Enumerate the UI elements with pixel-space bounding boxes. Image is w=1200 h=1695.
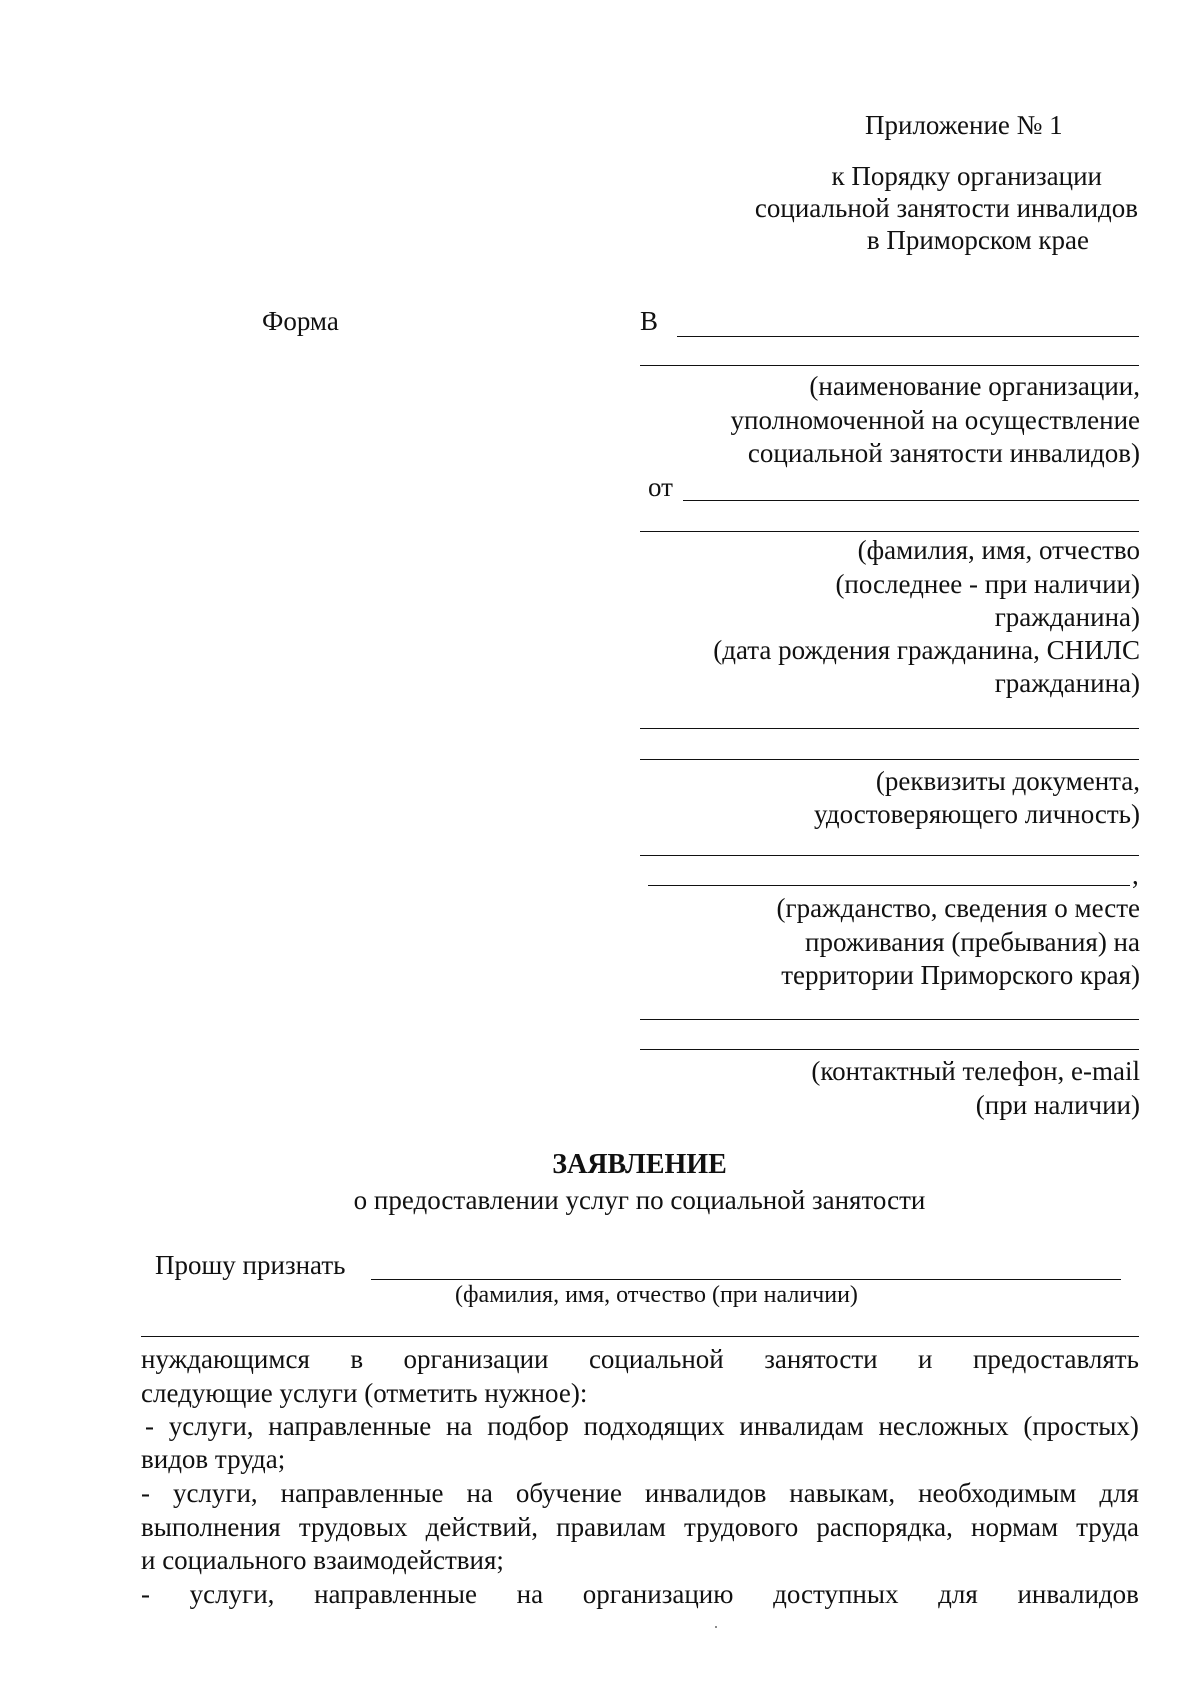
- contact-caption-line-1: (контактный телефон, e-mail: [811, 1056, 1140, 1086]
- word: труда: [1076, 1512, 1139, 1542]
- word: направленные: [314, 1579, 477, 1609]
- word: услуги,: [172, 1478, 258, 1508]
- word: подходящих: [583, 1411, 725, 1441]
- word: необходимым: [918, 1478, 1077, 1508]
- word: инвалидам: [739, 1411, 864, 1441]
- word: услуги,: [168, 1411, 254, 1441]
- word: правилам: [556, 1512, 666, 1542]
- applicant-name-line-2[interactable]: [640, 531, 1139, 532]
- service-item-1-line-2: видов труда;: [141, 1444, 286, 1474]
- request-prefix: Прошу признать: [155, 1250, 346, 1280]
- word: услуги,: [189, 1579, 275, 1609]
- appendix-reference-line-2: социальной занятости инвалидов: [754, 193, 1138, 223]
- word: направленные: [280, 1478, 444, 1508]
- word: инвалидов: [644, 1478, 767, 1508]
- word: нормам: [971, 1512, 1059, 1542]
- word: для: [1099, 1478, 1139, 1508]
- word: нуждающимся: [141, 1344, 310, 1374]
- organization-caption-line-1: (наименование организации,: [809, 371, 1140, 401]
- form-label: Форма: [262, 306, 339, 336]
- birthdate-snils-line-2[interactable]: [640, 759, 1139, 760]
- identity-document-caption-line-1: (реквизиты документа,: [875, 766, 1140, 796]
- word: подбор: [487, 1411, 569, 1441]
- word: и: [918, 1344, 933, 1374]
- to-prefix: В: [640, 306, 659, 336]
- applicant-caption-line-4: (дата рождения гражданина, СНИЛС: [713, 635, 1140, 665]
- birthdate-snils-line-1[interactable]: [640, 728, 1139, 729]
- organization-name-line-1[interactable]: [677, 336, 1139, 337]
- applicant-name-line-1[interactable]: [683, 500, 1139, 501]
- applicant-caption-line-2: (последнее - при наличии): [835, 569, 1140, 599]
- word: на: [445, 1411, 473, 1441]
- word: -: [141, 1579, 150, 1609]
- service-item-2-line-2: [141, 1514, 1139, 1541]
- word: доступных: [773, 1579, 899, 1609]
- document-title: ЗАЯВЛЕНИЕ: [552, 1149, 727, 1180]
- identity-document-comma: ,: [1132, 860, 1139, 890]
- word: -: [141, 1478, 150, 1508]
- service-item-2-line-1: [141, 1480, 1139, 1507]
- word: несложных: [878, 1411, 1009, 1441]
- residence-line-1[interactable]: [640, 1019, 1139, 1020]
- scan-speck: [715, 1626, 717, 1628]
- word: трудовых: [298, 1512, 408, 1542]
- word: (простых): [1023, 1411, 1139, 1441]
- service-item-1-line-1: [145, 1413, 1139, 1440]
- applicant-caption-line-5: гражданина): [994, 668, 1140, 698]
- word: предоставлять: [972, 1344, 1139, 1374]
- word: навыкам,: [789, 1478, 896, 1508]
- appendix-reference-line-3: в Приморском крае: [866, 225, 1089, 255]
- identity-document-caption-line-2: удостоверяющего личность): [814, 799, 1140, 829]
- applicant-caption-line-3: гражданина): [994, 602, 1140, 632]
- appendix-reference-line-1: к Порядку организации: [831, 161, 1102, 191]
- service-item-3-line-1: [141, 1581, 1139, 1608]
- residence-line-2[interactable]: [640, 1049, 1139, 1050]
- request-name-line[interactable]: [371, 1279, 1121, 1280]
- word: на: [516, 1579, 544, 1609]
- identity-document-line-2[interactable]: [648, 885, 1130, 886]
- word: для: [938, 1579, 978, 1609]
- word: трудового: [683, 1512, 799, 1542]
- appendix-number: Приложение № 1: [865, 110, 1063, 140]
- from-prefix: от: [648, 472, 673, 502]
- request-name-caption: (фамилия, имя, отчество (при наличии): [455, 1282, 858, 1308]
- word: организации: [403, 1344, 549, 1374]
- word: -: [145, 1411, 154, 1441]
- residence-caption-line-1: (гражданство, сведения о месте: [776, 893, 1140, 923]
- word: занятости: [764, 1344, 878, 1374]
- word: на: [466, 1478, 493, 1508]
- word: инвалидов: [1017, 1579, 1139, 1609]
- organization-caption-line-3: социальной занятости инвалидов): [747, 438, 1140, 468]
- word: выполнения: [141, 1512, 281, 1542]
- contact-caption-line-2: (при наличии): [975, 1090, 1140, 1120]
- word: обучение: [515, 1478, 622, 1508]
- word: направленные: [268, 1411, 432, 1441]
- organization-name-line-2[interactable]: [640, 365, 1139, 366]
- paragraph-1-line-1: [141, 1346, 1139, 1373]
- word: социальной: [588, 1344, 724, 1374]
- residence-caption-line-3: территории Приморского края): [781, 960, 1140, 990]
- residence-caption-line-2: проживания (пребывания) на: [805, 927, 1140, 957]
- word: действий,: [425, 1512, 539, 1542]
- request-name-line-2[interactable]: [141, 1336, 1139, 1337]
- applicant-caption-line-1: (фамилия, имя, отчество: [857, 535, 1140, 565]
- word: организацию: [582, 1579, 734, 1609]
- identity-document-line-1[interactable]: [640, 855, 1139, 856]
- word: распорядка,: [816, 1512, 953, 1542]
- word: в: [350, 1344, 364, 1374]
- paragraph-1-line-2: следующие услуги (отметить нужное):: [141, 1378, 588, 1408]
- service-item-2-line-3: и социального взаимодействия;: [141, 1545, 504, 1575]
- document-subtitle: о предоставлении услуг по социальной занятости: [353, 1185, 926, 1215]
- organization-caption-line-2: уполномоченной на осуществление: [730, 405, 1140, 435]
